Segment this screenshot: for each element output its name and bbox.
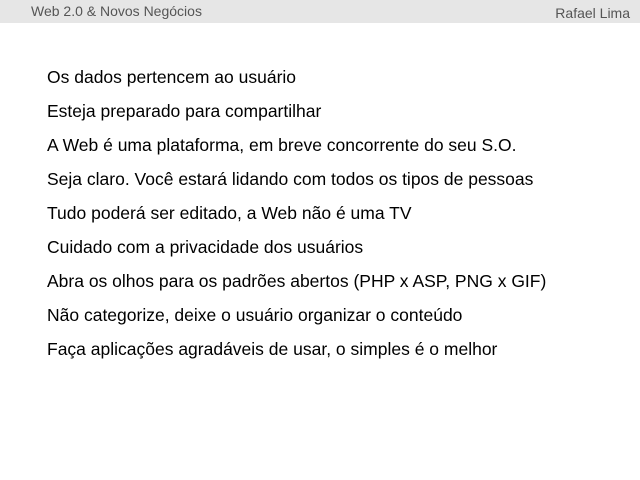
bullet-item: Abra os olhos para os padrões abertos (PHP x ASP, PNG x GIF) (47, 271, 547, 291)
slide-header-bar (0, 0, 640, 23)
bullet-item: Esteja preparado para compartilhar (47, 101, 322, 121)
bullet-item: Faça aplicações agradáveis de usar, o simples é o melhor (47, 339, 498, 359)
bullet-item: Os dados pertencem ao usuário (47, 67, 297, 87)
bullet-item: Seja claro. Você estará lidando com todos os tipos de pessoas (47, 169, 534, 189)
bullet-item: Não categorize, deixe o usuário organizar o conteúdo (47, 305, 463, 325)
presentation-title: Web 2.0 & Novos Negócios (31, 3, 202, 19)
bullet-item: Tudo poderá ser editado, a Web não é uma TV (47, 203, 412, 223)
bullet-item: A Web é uma plataforma, em breve concorrente do seu S.O. (47, 135, 517, 155)
bullet-list (47, 64, 546, 370)
author-name: Rafael Lima (555, 5, 630, 21)
bullet-item: Cuidado com a privacidade dos usuários (47, 237, 364, 257)
